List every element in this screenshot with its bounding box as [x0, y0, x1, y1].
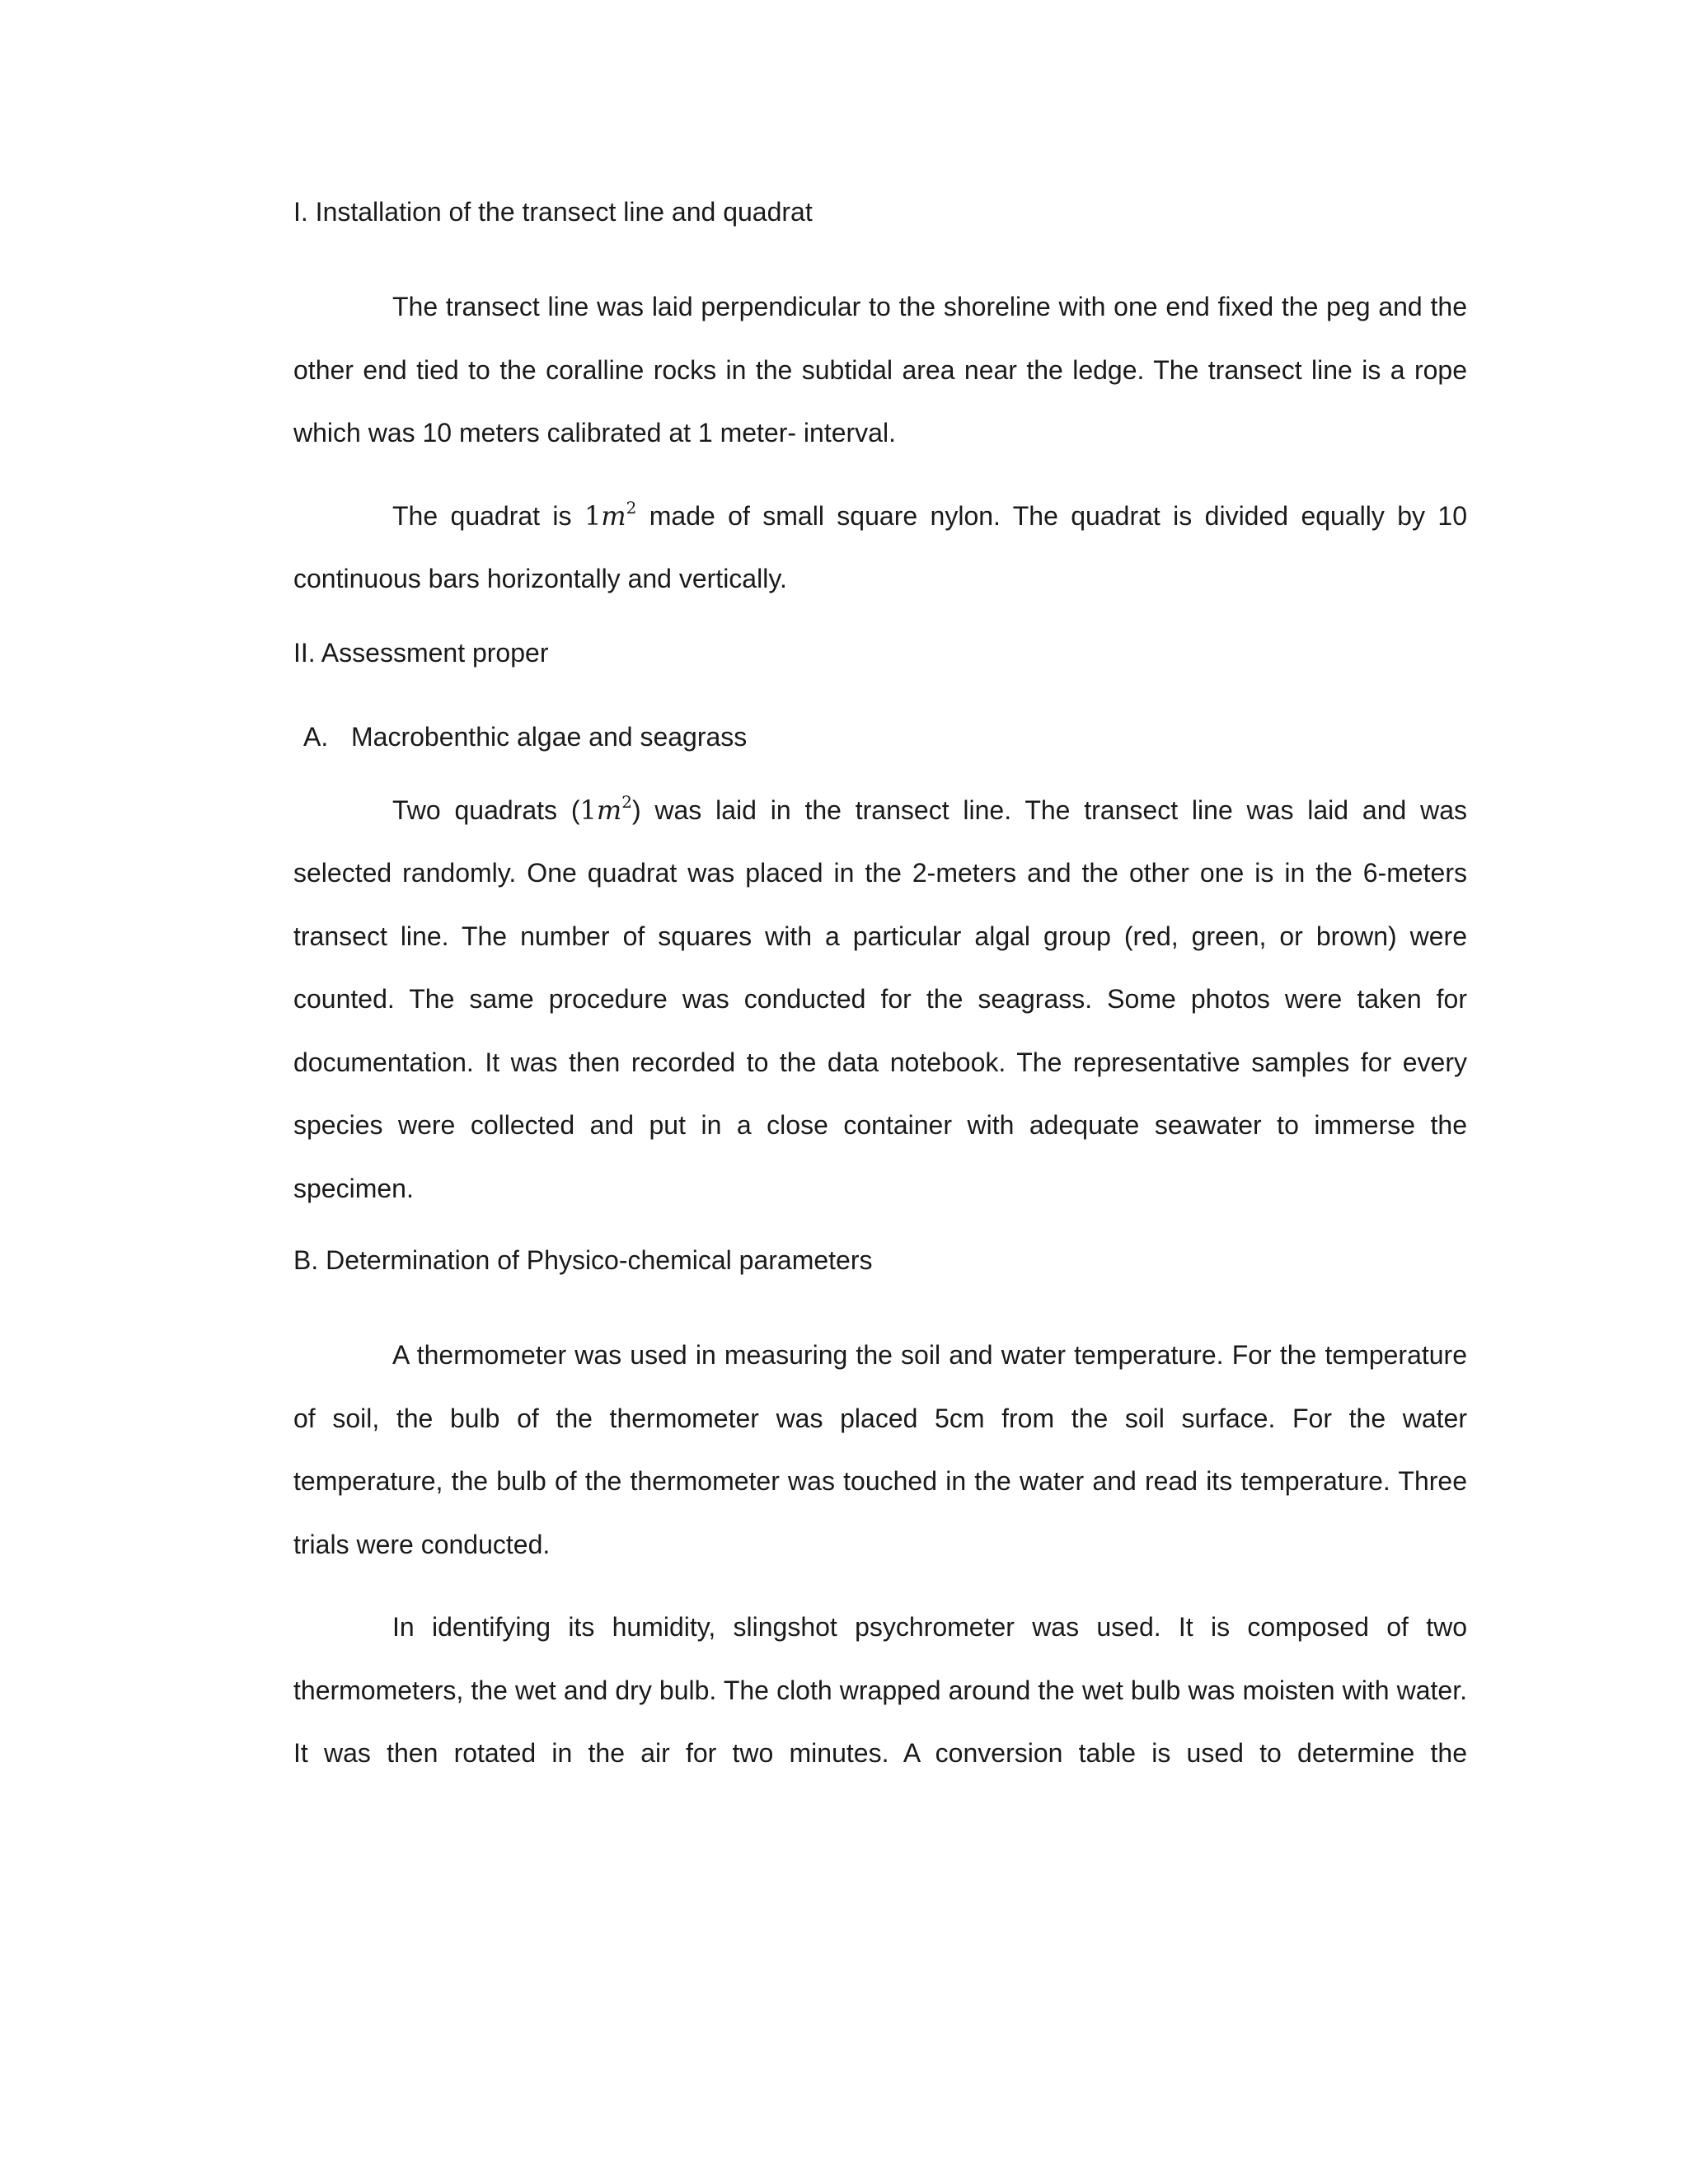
subA-text-after: ) was laid in the transect line. The transect line was laid and was selected randomly. One quadrat was placed in the 2-meters and the other one is in the 6-meters transect line. The number of squares with a particular algal group (red, green, or brown) were counted. The same procedure was conducted for the seagrass. Some photos were taken for documentation. It was then recorded to the data notebook. The representative samples for every species were collected and put in a close container with adequate seawater to immerse the specimen. [293, 794, 1468, 1203]
section-1-heading: I. Installation of the transect line and quadrat [293, 197, 813, 227]
subA-text-before: Two quadrats ( [392, 794, 580, 825]
subsection-a-heading [293, 716, 1467, 757]
subsection-a-title: Macrobenthic algae and seagrass [351, 721, 748, 752]
p2-text-after: made of small square nylon. The quadrat is divided equally by 10 continuous bars horizontally and vertically. [293, 500, 1468, 593]
section-2-heading: II. Assessment proper [293, 637, 549, 668]
subsection-a-letter: A. [303, 721, 329, 752]
area-formula: $1m^2$ [579, 791, 632, 826]
subsection-b-paragraph-1: A thermometer was used in measuring the soil and water temperature. For the temperature of soil, the bulb of the thermometer was placed 5cm from the soil surface. For the water temperature, the bulb of the thermometer was touched in the water and read its temperature. Three trials were conducted. [293, 1340, 1467, 1559]
section-1-paragraph-1: The transect line was laid perpendicular to the shoreline with one end fixed the peg and the other end tied to the coralline rocks in the subtidal area near the ledge. The transect line is a rope which was 10 meters calibrated at 1 meter- interval. [293, 292, 1467, 448]
section-1-paragraph-2 [293, 485, 1467, 611]
document-page [293, 191, 1467, 1785]
subsection-b-paragraph-2: In identifying its humidity, slingshot psychrometer was used. It is composed of two thermometers, the wet and dry bulb. The cloth wrapped around the wet bulb was moisten with water. It was then rotated in the air for two minutes. A conversion table is used to determine the [293, 1612, 1467, 1768]
area-formula: $1m^2$ [584, 497, 637, 532]
p2-text-before: The quadrat is [392, 500, 584, 531]
subsection-b-heading: B. Determination of Physico-chemical parameters [293, 1245, 873, 1275]
subsection-a-paragraph [293, 779, 1467, 1221]
